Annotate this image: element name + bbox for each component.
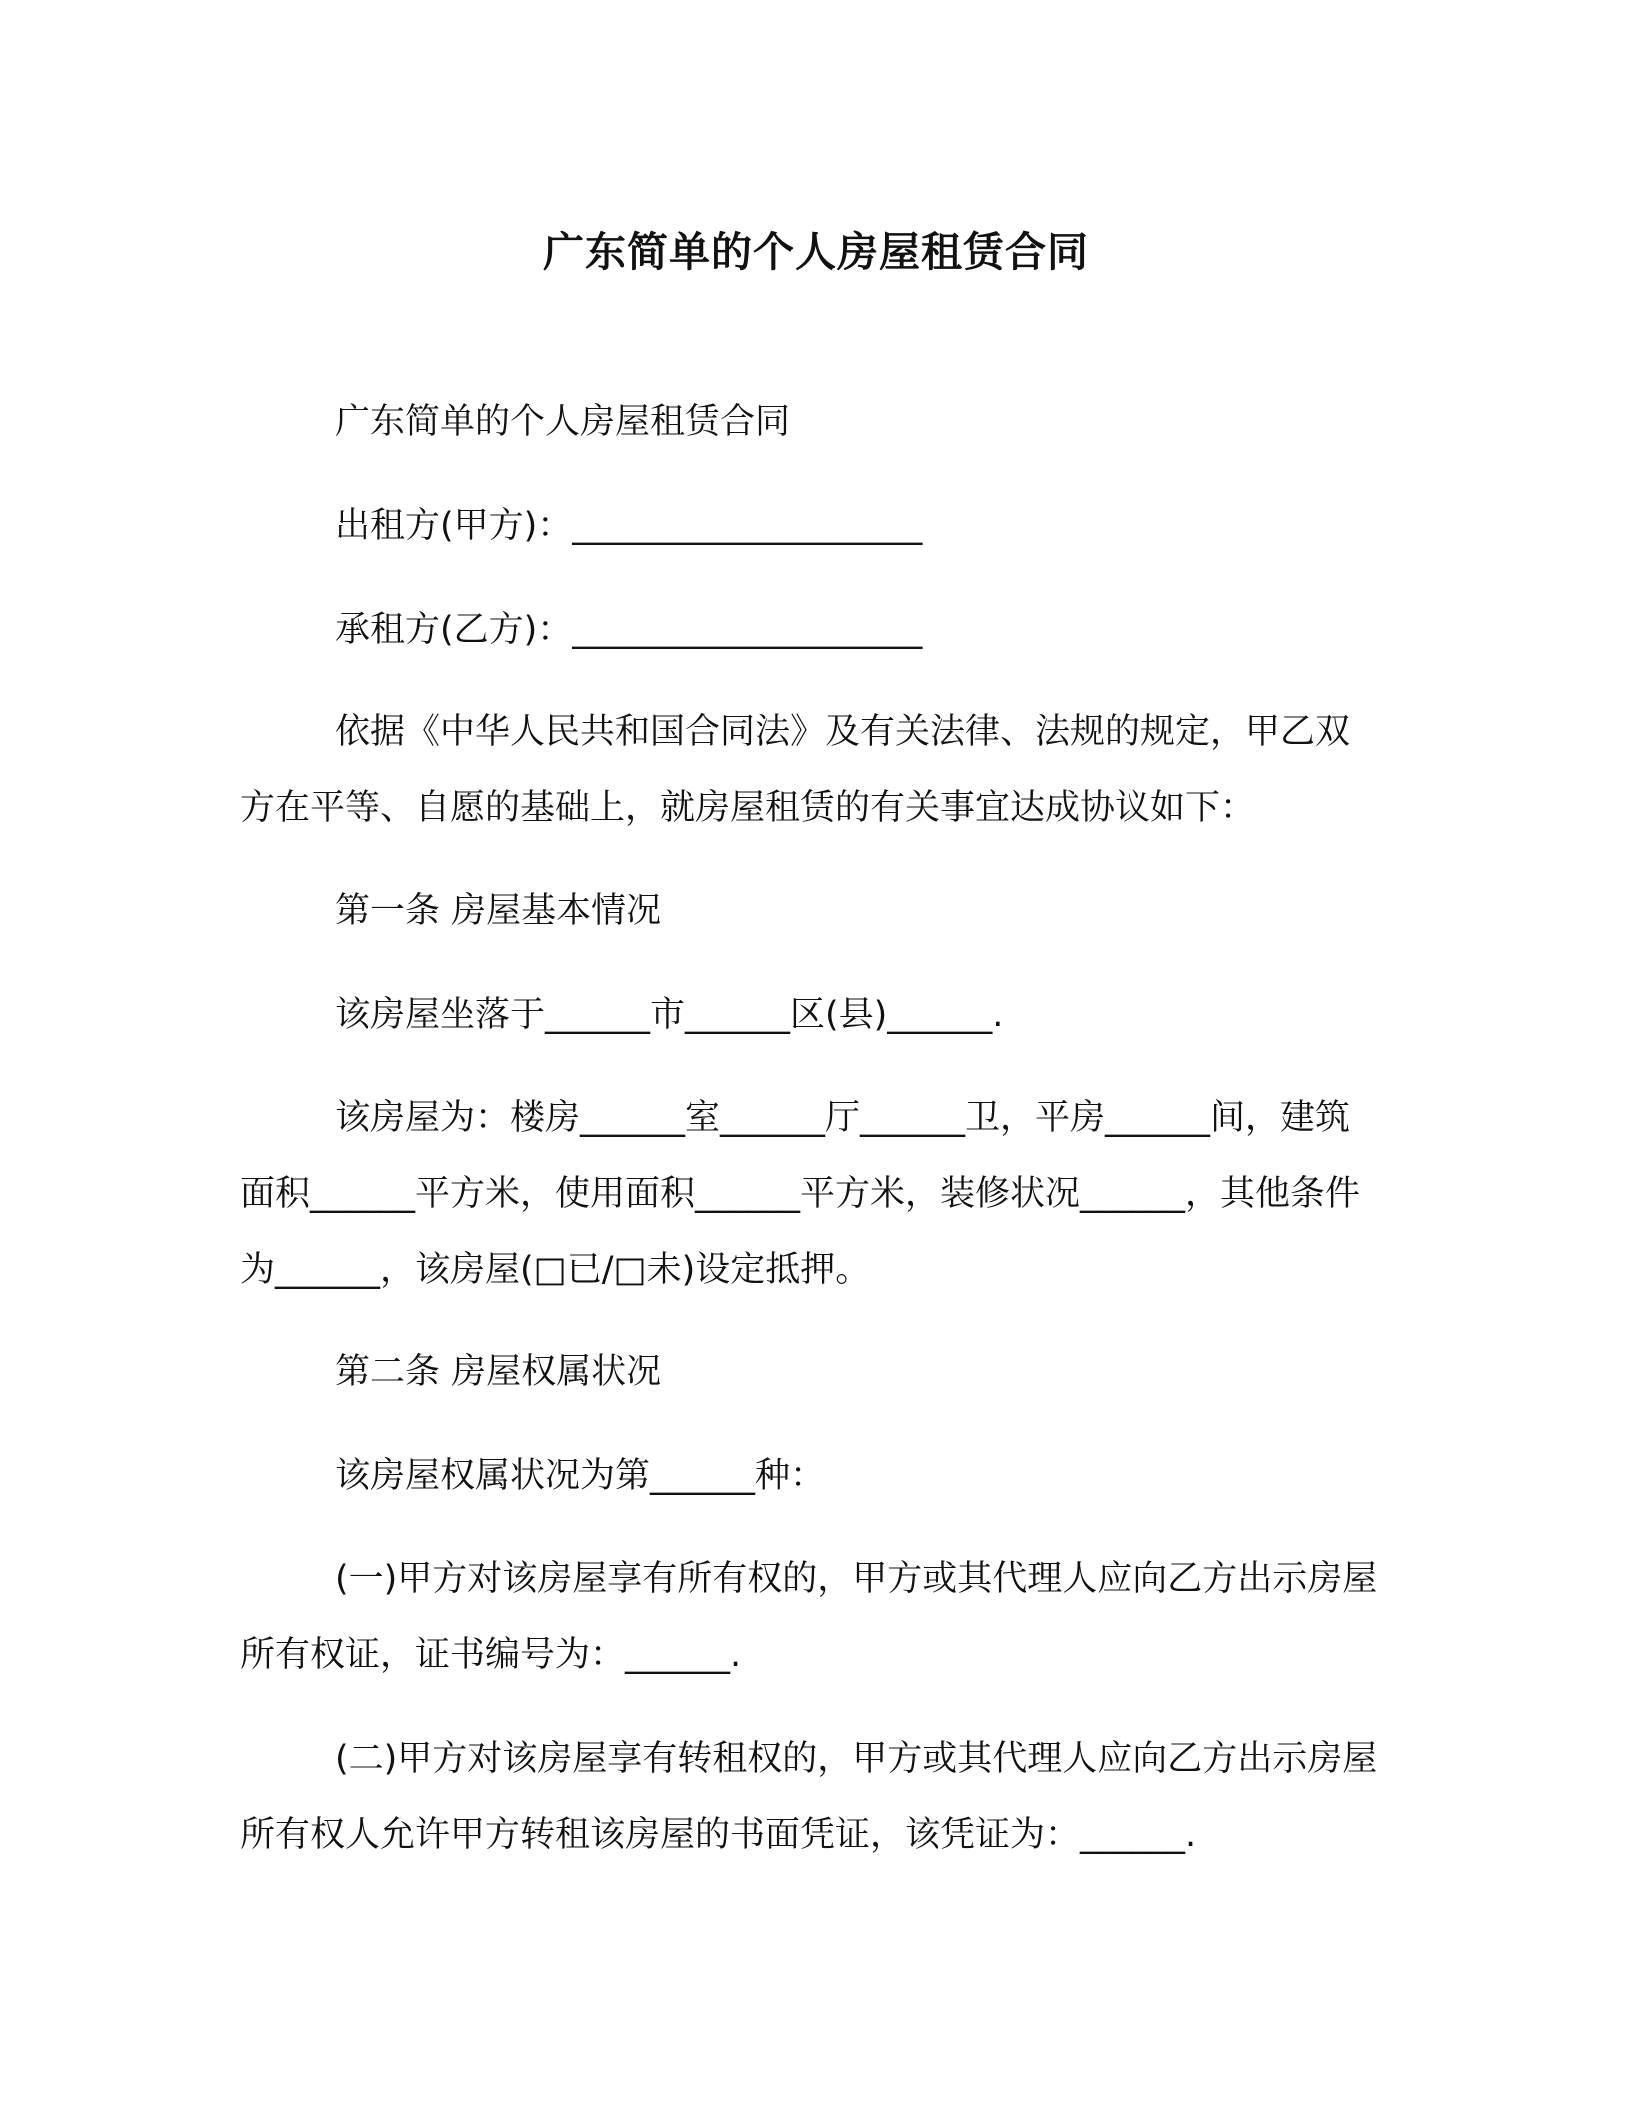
paragraph-property-details: 该房屋为：楼房______室______厅______卫，平房______间，建筑面积______平方米，使用面积______平方米，装修状况______，其他条件为______，该房屋(□已/□未)设定抵押。 [240,1098,1361,1290]
paragraph-subtitle: 广东简单的个人房屋租赁合同 [335,402,791,442]
paragraph-ownership-type: 该房屋权属状况为第______种： [335,1456,826,1496]
paragraph-article-1-heading: 第一条 房屋基本情况 [335,891,662,931]
paragraph-lessor: 出租方(甲方)：____________________ [335,506,923,546]
paragraph-location: 该房屋坐落于______市______区(县)______. [335,995,1004,1035]
paragraph-article-2-heading: 第二条 房屋权属状况 [335,1352,662,1392]
paragraph-lessee: 承租方(乙方)：____________________ [335,610,923,650]
paragraph-ownership-option-2: (二)甲方对该房屋享有转租权的，甲方或其代理人应向乙方出示房屋所有权人允许甲方转租该房屋的书面凭证，该凭证为：______. [240,1739,1378,1855]
document-title: 广东简单的个人房屋租赁合同 [543,228,1089,276]
paragraph-ownership-option-1: (一)甲方对该房屋享有所有权的，甲方或其代理人应向乙方出示房屋所有权证，证书编号为：______. [240,1559,1378,1675]
paragraph-preamble: 依据《中华人民共和国合同法》及有关法律、法规的规定，甲乙双方在平等、自愿的基础上，就房屋租赁的有关事宜达成协议如下： [240,712,1351,828]
